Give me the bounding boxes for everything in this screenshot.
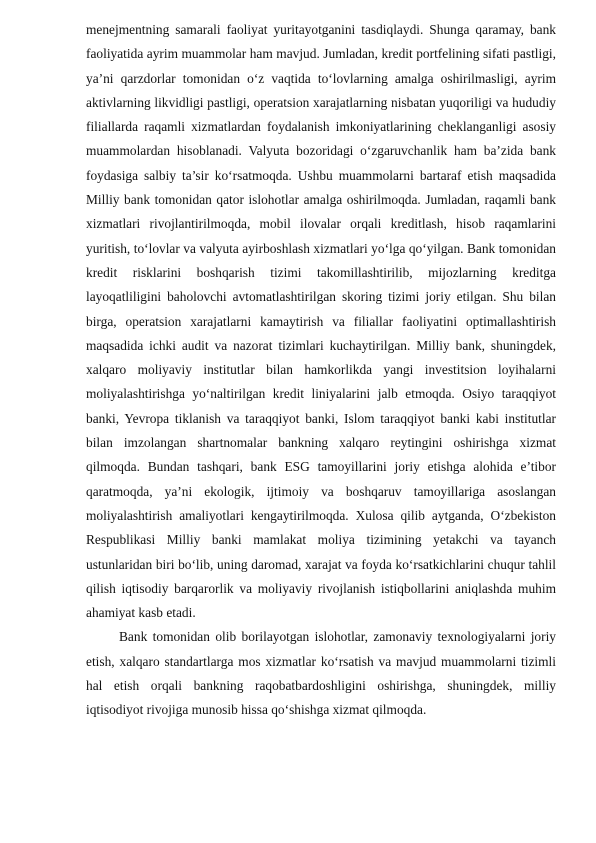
document-page [86, 18, 556, 723]
paragraph-1: menejmentning samarali faoliyat yuritayotganini tasdiqlaydi. Shunga qaramay, bank faoliyatida ayrim muammolar ham mavjud. Jumladan, kredit portfelining sifati pastligi, ya’ni qarzdorlar tomonidan o‘z vaqtida to‘lovlarning amalga oshirilmasligi, ayrim aktivlarning likvidligi pastligi, operatsion xarajatlarning nisbatan yuqoriligi va hududiy filiallarda raqamli xizmatlardan foydalanish imkoniyatlarining cheklanganligi asosiy muammolardan hisoblanadi. Valyuta bozoridagi o‘zgaruvchanlik ham ba’zida bank foydasiga salbiy ta’sir ko‘rsatmoqda. Ushbu muammolarni bartaraf etish maqsadida Milliy bank tomonidan qator islohotlar amalga oshirilmoqda. Jumladan, raqamli bank xizmatlari rivojlantirilmoqda, mobil ilovalar orqali kreditlash, hisob raqamlarini yuritish, to‘lovlar va valyuta ayirboshlash xizmatlari yo‘lga qo‘yilgan. Bank tomonidan kredit risklarini boshqarish tizimi takomillashtirilib, mijozlarning kreditga layoqatliligini baholovchi avtomatlashtirilgan skoring tizimi joriy etilgan. Shu bilan birga, operatsion xarajatlarni kamaytirish va filiallar faoliyatini optimallashtirish maqsadida ichki audit va nazorat tizimlari kuchaytirilgan. Milliy bank, shuningdek, xalqaro moliyaviy institutlar bilan hamkorlikda yangi investitsion loyihalarni moliyalashtirishga yo‘naltirilgan kredit liniyalarini jalb etmoqda. Osiyo taraqqiyot banki, Yevropa tiklanish va taraqqiyot banki, Islom taraqqiyot banki kabi institutlar bilan imzolangan shartnomalar bankning xalqaro reytingini oshirishga xizmat qilmoqda. Bundan tashqari, bank ESG tamoyillarini joriy etishga alohida e’tibor qaratmoqda, ya’ni ekologik, ijtimoiy va boshqaruv tamoyillariga asoslangan moliyalashtirish amaliyotlari kengaytirilmoqda. Xulosa qilib aytganda, O‘zbekiston Respublikasi Milliy banki mamlakat moliya tizimining yetakchi va tayanch ustunlaridan biri bo‘lib, uning daromad, xarajat va foyda ko‘rsatkichlarini chuqur tahlil qilish iqtisodiy barqarorlik va moliyaviy rivojlanish istiqbollarini aniqlashda muhim ahamiyat kasb etadi. [86, 22, 556, 621]
paragraph-2: Bank tomonidan olib borilayotgan islohotlar, zamonaviy texnologiyalarni joriy etish, xalqaro standartlarga mos xizmatlar ko‘rsatish va mavjud muammolarni tizimli hal etish orqali bankning raqobatbardoshligini oshirishga, shuningdek, milliy iqtisodiyot rivojiga munosib hissa qo‘shishga xizmat qilmoqda. [86, 629, 556, 718]
